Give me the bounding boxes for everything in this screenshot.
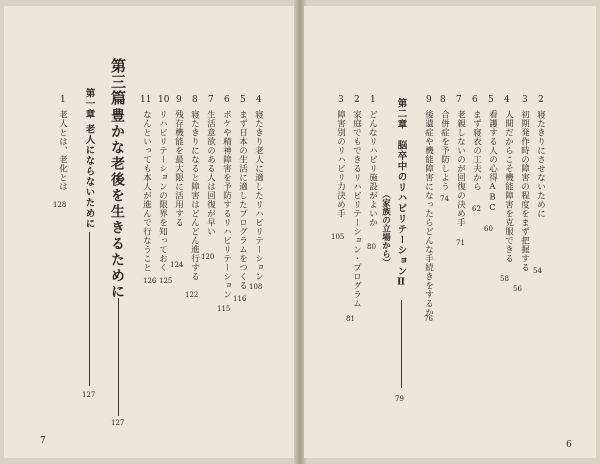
toc-page-number: 58 [500,275,509,283]
item-number: 3 [522,95,528,105]
toc-page-number: 108 [249,283,263,291]
item-number: 7 [208,95,214,105]
toc-page-number: 122 [185,291,199,299]
toc-item: 人間だからこそ機能障害を克服できる [503,110,514,263]
toc-page-number: 56 [513,285,522,293]
toc-item: まず寝衣の工夫から [471,110,482,191]
part-title: 豊かな老後を生きるために [109,108,125,300]
chapter-title: 老人にならないために [83,124,95,229]
toc-page-number: 126 [143,277,157,285]
toc-item: 障害別のリハビリ力決め手 [335,110,346,218]
item-number: 6 [224,95,230,105]
toc-item: どんなリハビリ施設がよいか [367,110,378,227]
toc-item: 初期発作時の障害の程度をまず把握する [519,110,530,272]
toc-item: 老親しないのが回復の決め手 [455,110,466,227]
part-page-number: 127 [111,419,125,427]
item-number: 10 [158,95,170,105]
item-number: 4 [256,95,262,105]
leader-line [89,232,90,386]
toc-item: 家庭でもできるリハビリテーション・プログラム [351,110,362,308]
leader-line [401,300,402,388]
toc-page-number: 125 [159,277,173,285]
part-label: 第三篇 [109,58,127,106]
item-number: 1 [60,95,66,105]
toc-item: 生活意欲のある人は回復が早い [205,110,216,236]
item-number: 1 [370,95,376,105]
toc-item: 残存機能を最大限に活用する [173,110,184,227]
toc-page-number: 74 [440,195,449,203]
toc-item: 合併症を予防しよう [439,110,450,191]
toc-page-number: 54 [533,267,542,275]
page-number: 7 [40,436,46,446]
toc-item: 看護する人の心得ABC [487,110,498,214]
toc-page-number: 105 [331,233,345,241]
toc-page-number: 124 [170,261,184,269]
item-number: 6 [472,95,478,105]
toc-page-number: 71 [456,239,465,247]
toc-item: まず日本の生活に適したプログラムをつくる [237,110,248,290]
item-number: 4 [504,95,510,105]
toc-item: 後遺症や機能障害になったらどんな手続きをするか [423,110,434,317]
toc-page-number: 81 [346,315,355,323]
item-number: 2 [354,95,360,105]
toc-page-number: 128 [53,201,67,209]
toc-item: 寝たきりにさせないために [535,110,546,218]
item-number: 5 [488,95,494,105]
toc-page-number: 115 [217,305,231,313]
toc-item: なんといっても本人が進んで行なうこと [141,110,152,272]
item-number: 7 [456,95,462,105]
toc-item: 寝たきりになると障害はどんどん進行する [189,110,200,281]
toc-page-number: 120 [201,253,215,261]
toc-page-number: 62 [472,205,481,213]
item-number: 8 [192,95,198,105]
chapter-page-number: 127 [82,391,96,399]
toc-item: 寝たきり老人に適したリハビリテーション [253,110,264,281]
chapter-label: 第一章 [83,88,95,120]
toc-item: リハビリテーションの限界を知っておく [157,110,168,272]
toc-page-number: 60 [484,225,493,233]
item-number: 2 [538,95,544,105]
page-number: 6 [566,440,572,450]
item-number: 11 [140,95,152,105]
leader-line [118,298,119,416]
toc-page-number: 80 [367,243,376,251]
item-number: 9 [426,95,432,105]
item-number: 3 [338,95,344,105]
chapter-label: 第二章 [395,98,407,130]
chapter-subtitle: （家族の立場から） [380,190,391,267]
chapter-title: 脳卒中のリハビリテーションⅡ [395,140,407,289]
chapter-page-number: 79 [395,395,404,403]
toc-page-number: 116 [233,295,247,303]
toc-item: 老人とは、老化とは [57,110,68,191]
toc-item: ボケや精神障害を予防するリハビリテーション [221,110,232,299]
item-number: 8 [440,95,446,105]
item-number: 5 [240,95,246,105]
item-number: 9 [176,95,182,105]
toc-page-number: 76 [424,315,433,323]
right-page [304,6,596,458]
